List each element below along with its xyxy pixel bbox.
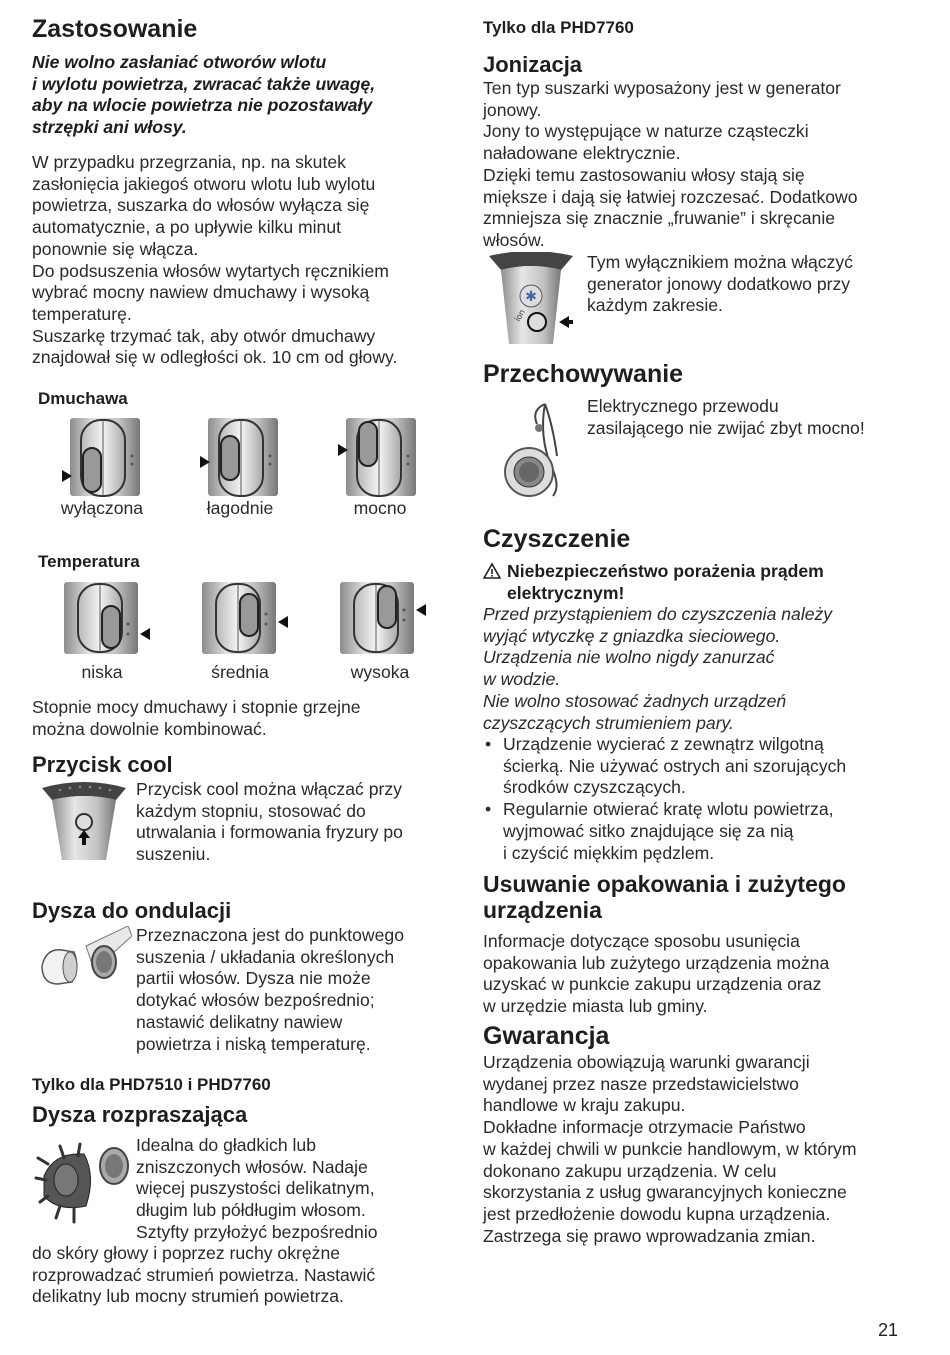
danger-warning: Niebezpieczeństwo porażenia prądem elektrycznym! (483, 561, 913, 604)
section-title-czyszczenie: Czyszczenie (483, 525, 631, 553)
fan-switch-off-illustration (62, 416, 152, 498)
ion-switch-text: Tym wyłącznikiem można włączyć generator jonowy dodatkowo przy każdym zakresie. (587, 252, 853, 316)
czyszczenie-bullets (483, 734, 913, 864)
heat-caption-medium: średnia (211, 662, 269, 682)
rozpraszajaca-body-wide: do skóry głowy i poprzez ruchy okrężne rozprowadzać strumień powietrza. Nastawić delikatny lub mocny strumień powietrza. (32, 1243, 376, 1307)
warning-triangle-icon (483, 563, 501, 579)
przechowywanie-body: Elektrycznego przewodu zasilającego nie zwijać zbyt mocno! (587, 396, 865, 438)
list-item: • Regularnie otwierać kratę wlotu powietrza, wyjmować sitko znajdujące się za nią i czyścić miękkim pędzlem. (483, 799, 913, 864)
heat-caption-high: wysoka (350, 662, 410, 682)
list-item: • Urządzenie wycierać z zewnątrz wilgotną ścierką. Nie używać ostrych ani szorujących środków czyszczących. (483, 734, 913, 799)
fan-switch-high-illustration (338, 416, 428, 498)
fan-switch-low-illustration (200, 416, 290, 498)
section-title-ondulacji: Dysza do ondulacji (32, 898, 232, 923)
combine-note: Stopnie mocy dmuchawy i stopnie grzejne można dowolnie kombinować. (32, 697, 361, 739)
svg-text:✱: ✱ (525, 289, 537, 305)
jonizacja-model-note: Tylko dla PHD7760 (483, 18, 634, 37)
section-title-usuwanie: Usuwanie opakowania i zużytego urządzenia (483, 871, 846, 923)
cool-button-illustration (38, 780, 130, 862)
ion-switch-illustration (489, 252, 573, 346)
zastosowanie-body: W przypadku przegrzania, np. na skutek zasłonięcia jakiegoś otworu wlotu lub wylotu powietrza, suszarka do włosów wyłącza się automatycznie, a po upływie kilku minut ponownie się włącza. Do podsuszenia włosów wytartych ręcznikiem wybrać mocny nawiew dmuchawy i wysoką temperaturę. Suszarkę trzymać tak, aby otwór dmuchawy znajdował się w odległości ok. 10 cm od głowy. (32, 152, 398, 368)
fan-caption-off: wyłączona (60, 498, 144, 518)
diffuser-nozzle-illustration (34, 1136, 132, 1228)
czyszczenie-italic-notes: Przed przystąpieniem do czyszczenia należy wyjąć wtyczkę z gniazdka sieciowego. Urządzenia nie wolno nigdy zanurzać w wodzie. Nie wolno stosować żadnych urządzeń czyszczących strumieniem pary. (483, 604, 833, 733)
page-number: 21 (877, 1320, 898, 1340)
section-title-gwarancja: Gwarancja (483, 1022, 610, 1050)
heat-switch-high-illustration (338, 580, 428, 656)
section-title-cool: Przycisk cool (32, 752, 173, 777)
dmuchawa-label: Dmuchawa (38, 389, 128, 408)
heat-switch-medium-illustration (200, 580, 290, 656)
zastosowanie-warning: Nie wolno zasłaniać otworów wlotu i wylotu powietrza, zwracać także uwagę, aby na wlocie powietrza nie pozostawały strzępki ani włosy. (32, 52, 376, 138)
jonizacja-body: Ten typ suszarki wyposażony jest w generator jonowy. Jony to występujące w naturze cząsteczki naładowane elektrycznie. Dzięki temu zastosowaniu włosy stają się miększe i dają się łatwiej rozczesać. Dodatkowo zmniejsza się znacznie „fruwanie” i skręcanie włosów. (483, 78, 858, 250)
temperatura-label: Temperatura (38, 552, 140, 571)
gwarancja-body: Urządzenia obowiązują warunki gwarancji wydanej przez nasze przedstawicielstwo handlowe w kraju zakupu. Dokładne informacje otrzymacie Państwo w każdej chwili w punkcie handlowym, w którym dokonano zakupu urządzenia. W celu skorzystania z usług gwarancyjnych konieczne jest przedłożenie dowodu kupna urządzenia. Zastrzega się prawo wprowadzania zmian. (483, 1052, 857, 1246)
heat-caption-low: niska (81, 662, 123, 682)
section-title-zastosowanie: Zastosowanie (32, 15, 198, 43)
heat-switch-low-illustration (62, 580, 152, 656)
section-title-jonizacja: Jonizacja (483, 52, 583, 77)
rozpraszajaca-body-narrow: Idealna do gładkich lub zniszczonych włosów. Nadaje więcej puszystości delikatnym, długim lub półdługim włosom. Sztyfty przyłożyć bezpośrednio (136, 1135, 378, 1242)
usuwanie-body: Informacje dotyczące sposobu usunięcia opakowania lub zużytego urządzenia można uzyskać w punkcie zakupu urządzenia oraz w urzędzie miasta lub gminy. (483, 931, 830, 1017)
ion-label: ion (512, 307, 527, 323)
fan-caption-high: mocno (353, 498, 407, 518)
concentrator-nozzle-illustration (36, 926, 132, 1006)
section-title-przechowywanie: Przechowywanie (483, 360, 684, 388)
rozpraszajaca-model-note: Tylko dla PHD7510 i PHD7760 (32, 1075, 271, 1094)
cool-body: Przycisk cool można włączać przy każdym stopniu, stosować do utrwalania i formowania fryzury po suszeniu. (136, 779, 403, 865)
section-title-rozpraszajaca: Dysza rozpraszająca (32, 1102, 248, 1127)
ondulacji-body: Przeznaczona jest do punktowego suszenia / układania określonych partii włosów. Dysza nie może dotykać włosów bezpośrednio; nastawić delikatny nawiew powietrza i niską temperaturę. (136, 925, 404, 1054)
fan-caption-low: łagodnie (206, 498, 274, 518)
cord-storage-illustration (491, 396, 581, 506)
